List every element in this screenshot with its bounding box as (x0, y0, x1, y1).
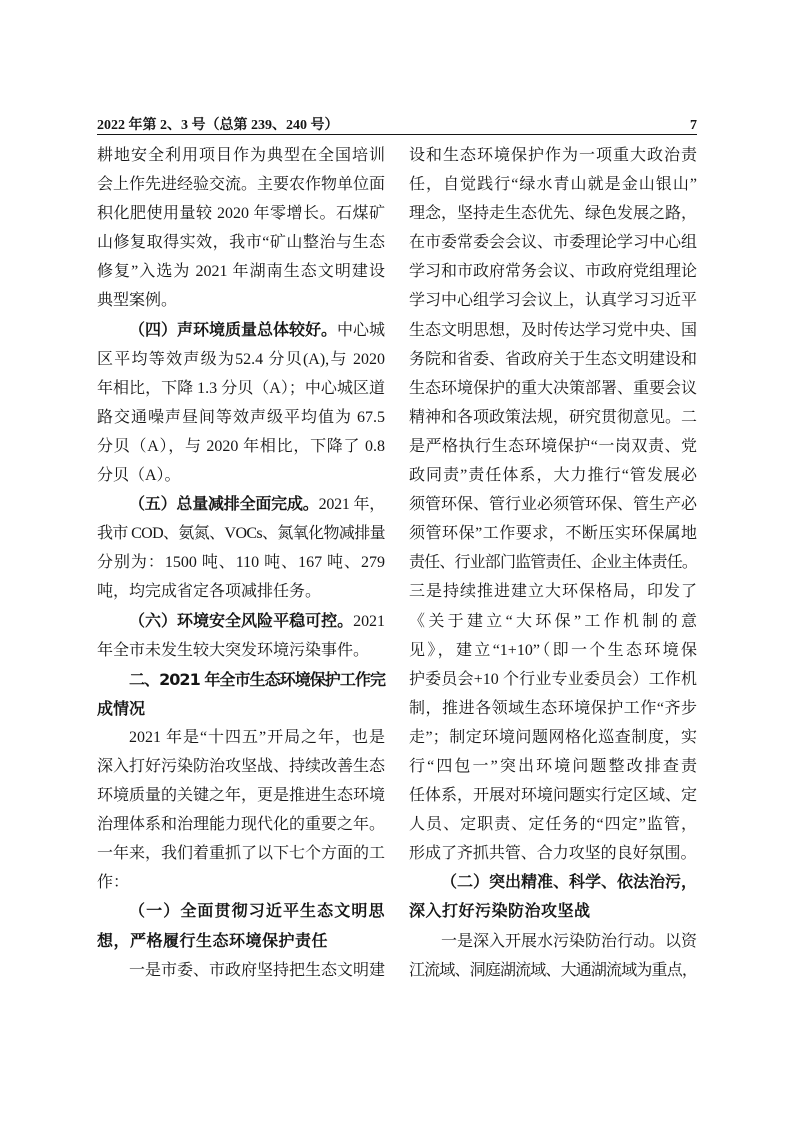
line-text: 中心城 (337, 321, 385, 339)
subsection-heading (97, 897, 385, 955)
line-text: 2021 (353, 612, 385, 630)
lead-phrase: （六）环境安全风险平稳可控。 (129, 612, 354, 630)
subheading-line: （一）全面贯彻习近平生态文明思 (129, 903, 385, 921)
text-line: 年全市未发生较大突发环境污染事件。 (97, 641, 370, 659)
section-heading (97, 665, 385, 723)
text-line: 耕地安全利用项目作为典型在全国培训 (97, 147, 385, 164)
paragraph-emission-reduction (97, 490, 385, 606)
text-line: 分贝（A）。 (97, 467, 181, 485)
text-line: 理念，坚持走生态优先、绿色发展之路， (409, 205, 697, 223)
text-line: 积化肥使用量较 2020 年零增长。石煤矿 (97, 205, 385, 223)
text-line: 年相比，下降 1.3 分贝（A）；中心城区道 (97, 379, 385, 397)
heading-line: 二、2021 年全市生态环境保护工作完 (129, 669, 385, 689)
paragraph-section-intro (97, 723, 385, 898)
text-line: 政同责”责任体系，大力推行“管发展必 (409, 467, 697, 485)
text-line: 学习中心组学习会议上，认真学习习近平 (409, 292, 697, 310)
text-line: 一是市委、市政府坚持把生态文明建 (129, 961, 385, 979)
text-line (97, 316, 385, 345)
text-line: 会上作先进经验交流。主要农作物单位面 (97, 176, 385, 194)
text-line: 路交通噪声昼间等效声级平均值为 67.5 (97, 408, 385, 426)
text-line (97, 490, 385, 519)
text-line: 是严格执行生态环境保护“一岗双责、党 (409, 437, 697, 455)
subsection-heading (409, 868, 697, 926)
text-line (97, 607, 385, 636)
text-line: 生态文明思想，及时传达学习党中央、国 (409, 321, 697, 339)
text-line: 环境质量的关键之年，更是推进生态环境 (97, 787, 385, 805)
text-line: 见》，建立“1+10”（即一个生态环境保 (409, 641, 697, 659)
right-column (409, 141, 697, 985)
subheading-line: （二）突出精准、科学、依法治污， (441, 874, 697, 892)
text-line: 生态环境保护的重大决策部署、重要会议 (409, 379, 697, 397)
subheading-line: 深入打好污染防治攻坚战 (409, 903, 591, 921)
subheading-line: 想，严格履行生态环境保护责任 (97, 932, 329, 950)
lead-phrase: （四）声环境质量总体较好。 (129, 321, 338, 339)
issue-label: 2022 年第 2、3 号（总第 239、240 号） (97, 118, 339, 133)
paragraph-responsibility-continued (409, 141, 697, 868)
text-line: 精神和各项政策法规，研究贯彻意见。二 (409, 408, 697, 426)
text-line: 江流域、洞庭湖流域、大通湖流域为重点， (409, 961, 697, 979)
text-line: 典型案例。 (97, 292, 178, 310)
text-line: 区平均等效声级为52.4 分贝(A),与 2020 (97, 350, 385, 368)
text-line: 设和生态环境保护作为一项重大政治责 (409, 147, 697, 164)
running-header (97, 117, 697, 135)
page-number: 7 (690, 118, 697, 133)
text-line: 责任、行业部门监管责任、企业主体责任。 (409, 554, 697, 572)
text-line: 学习和市政府常务会议、市政府党组理论 (409, 263, 697, 281)
header-rule (97, 134, 697, 135)
heading-line: 成情况 (97, 698, 146, 718)
text-line: 山修复取得实效，我市“矿山整治与生态 (97, 234, 385, 252)
line-text: 2021 年， (318, 496, 385, 514)
paragraph-environmental-safety (97, 607, 385, 665)
paragraph-responsibility (97, 956, 385, 985)
text-line: 治理体系和治理能力现代化的重要之年。 (97, 816, 385, 834)
text-line: 形成了齐抓共管、合力攻坚的良好氛围。 (409, 845, 697, 863)
paragraph-water-pollution (409, 927, 697, 985)
text-line: 制，推进各领域生态环境保护工作“齐步 (409, 699, 697, 717)
text-line: 修复”入选为 2021 年湖南生态文明建设 (97, 263, 385, 281)
text-line: 须管环保、管行业必须管环保、管生产必 (409, 496, 697, 514)
text-line: 作： (97, 874, 130, 892)
text-line: 务院和省委、省政府关于生态文明建设和 (409, 350, 697, 368)
text-line: 须管环保”工作要求，不断压实环保属地 (409, 525, 697, 543)
text-line: 走”；制定环境问题网格化巡查制度，实 (409, 728, 697, 746)
text-line: 《关于建立“大环保”工作机制的意 (409, 612, 697, 630)
text-line: 吨，均完成省定各项减排任务。 (97, 583, 322, 601)
text-line: 护委员会+10 个行业专业委员会）工作机 (409, 670, 697, 688)
text-line: 深入打好污染防治攻坚战、持续改善生态 (97, 757, 385, 775)
text-line: 一年来，我们着重抓了以下七个方面的工 (97, 845, 385, 863)
text-line: 在市委常委会会议、市委理论学习中心组 (409, 234, 697, 252)
text-line: 2021 年是“十四五”开局之年，也是 (129, 728, 385, 746)
text-line: 我市 COD、氨氮、VOCs、氮氧化物减排量 (97, 525, 385, 543)
text-line: 任，自觉践行“绿水青山就是金山银山” (409, 176, 697, 194)
paragraph-farmland-continued (97, 141, 385, 316)
text-line: 分贝（A），与 2020 年相比，下降了 0.8 (97, 437, 385, 455)
text-line: 分别为：1500 吨、110 吨、167 吨、279 (97, 554, 385, 572)
text-line: 一是深入开展水污染防治行动。以资 (441, 932, 697, 950)
text-line: 人员、定职责、定任务的“四定”监管， (409, 816, 697, 834)
text-line: 行“四包一”突出环境问题整改排查责 (409, 757, 697, 775)
left-column (97, 141, 385, 985)
text-line: 三是持续推进建立大环保格局，印发了 (409, 583, 697, 601)
text-line: 任体系，开展对环境问题实行定区域、定 (409, 787, 697, 805)
lead-phrase: （五）总量减排全面完成。 (129, 496, 319, 514)
paragraph-noise-quality (97, 316, 385, 491)
